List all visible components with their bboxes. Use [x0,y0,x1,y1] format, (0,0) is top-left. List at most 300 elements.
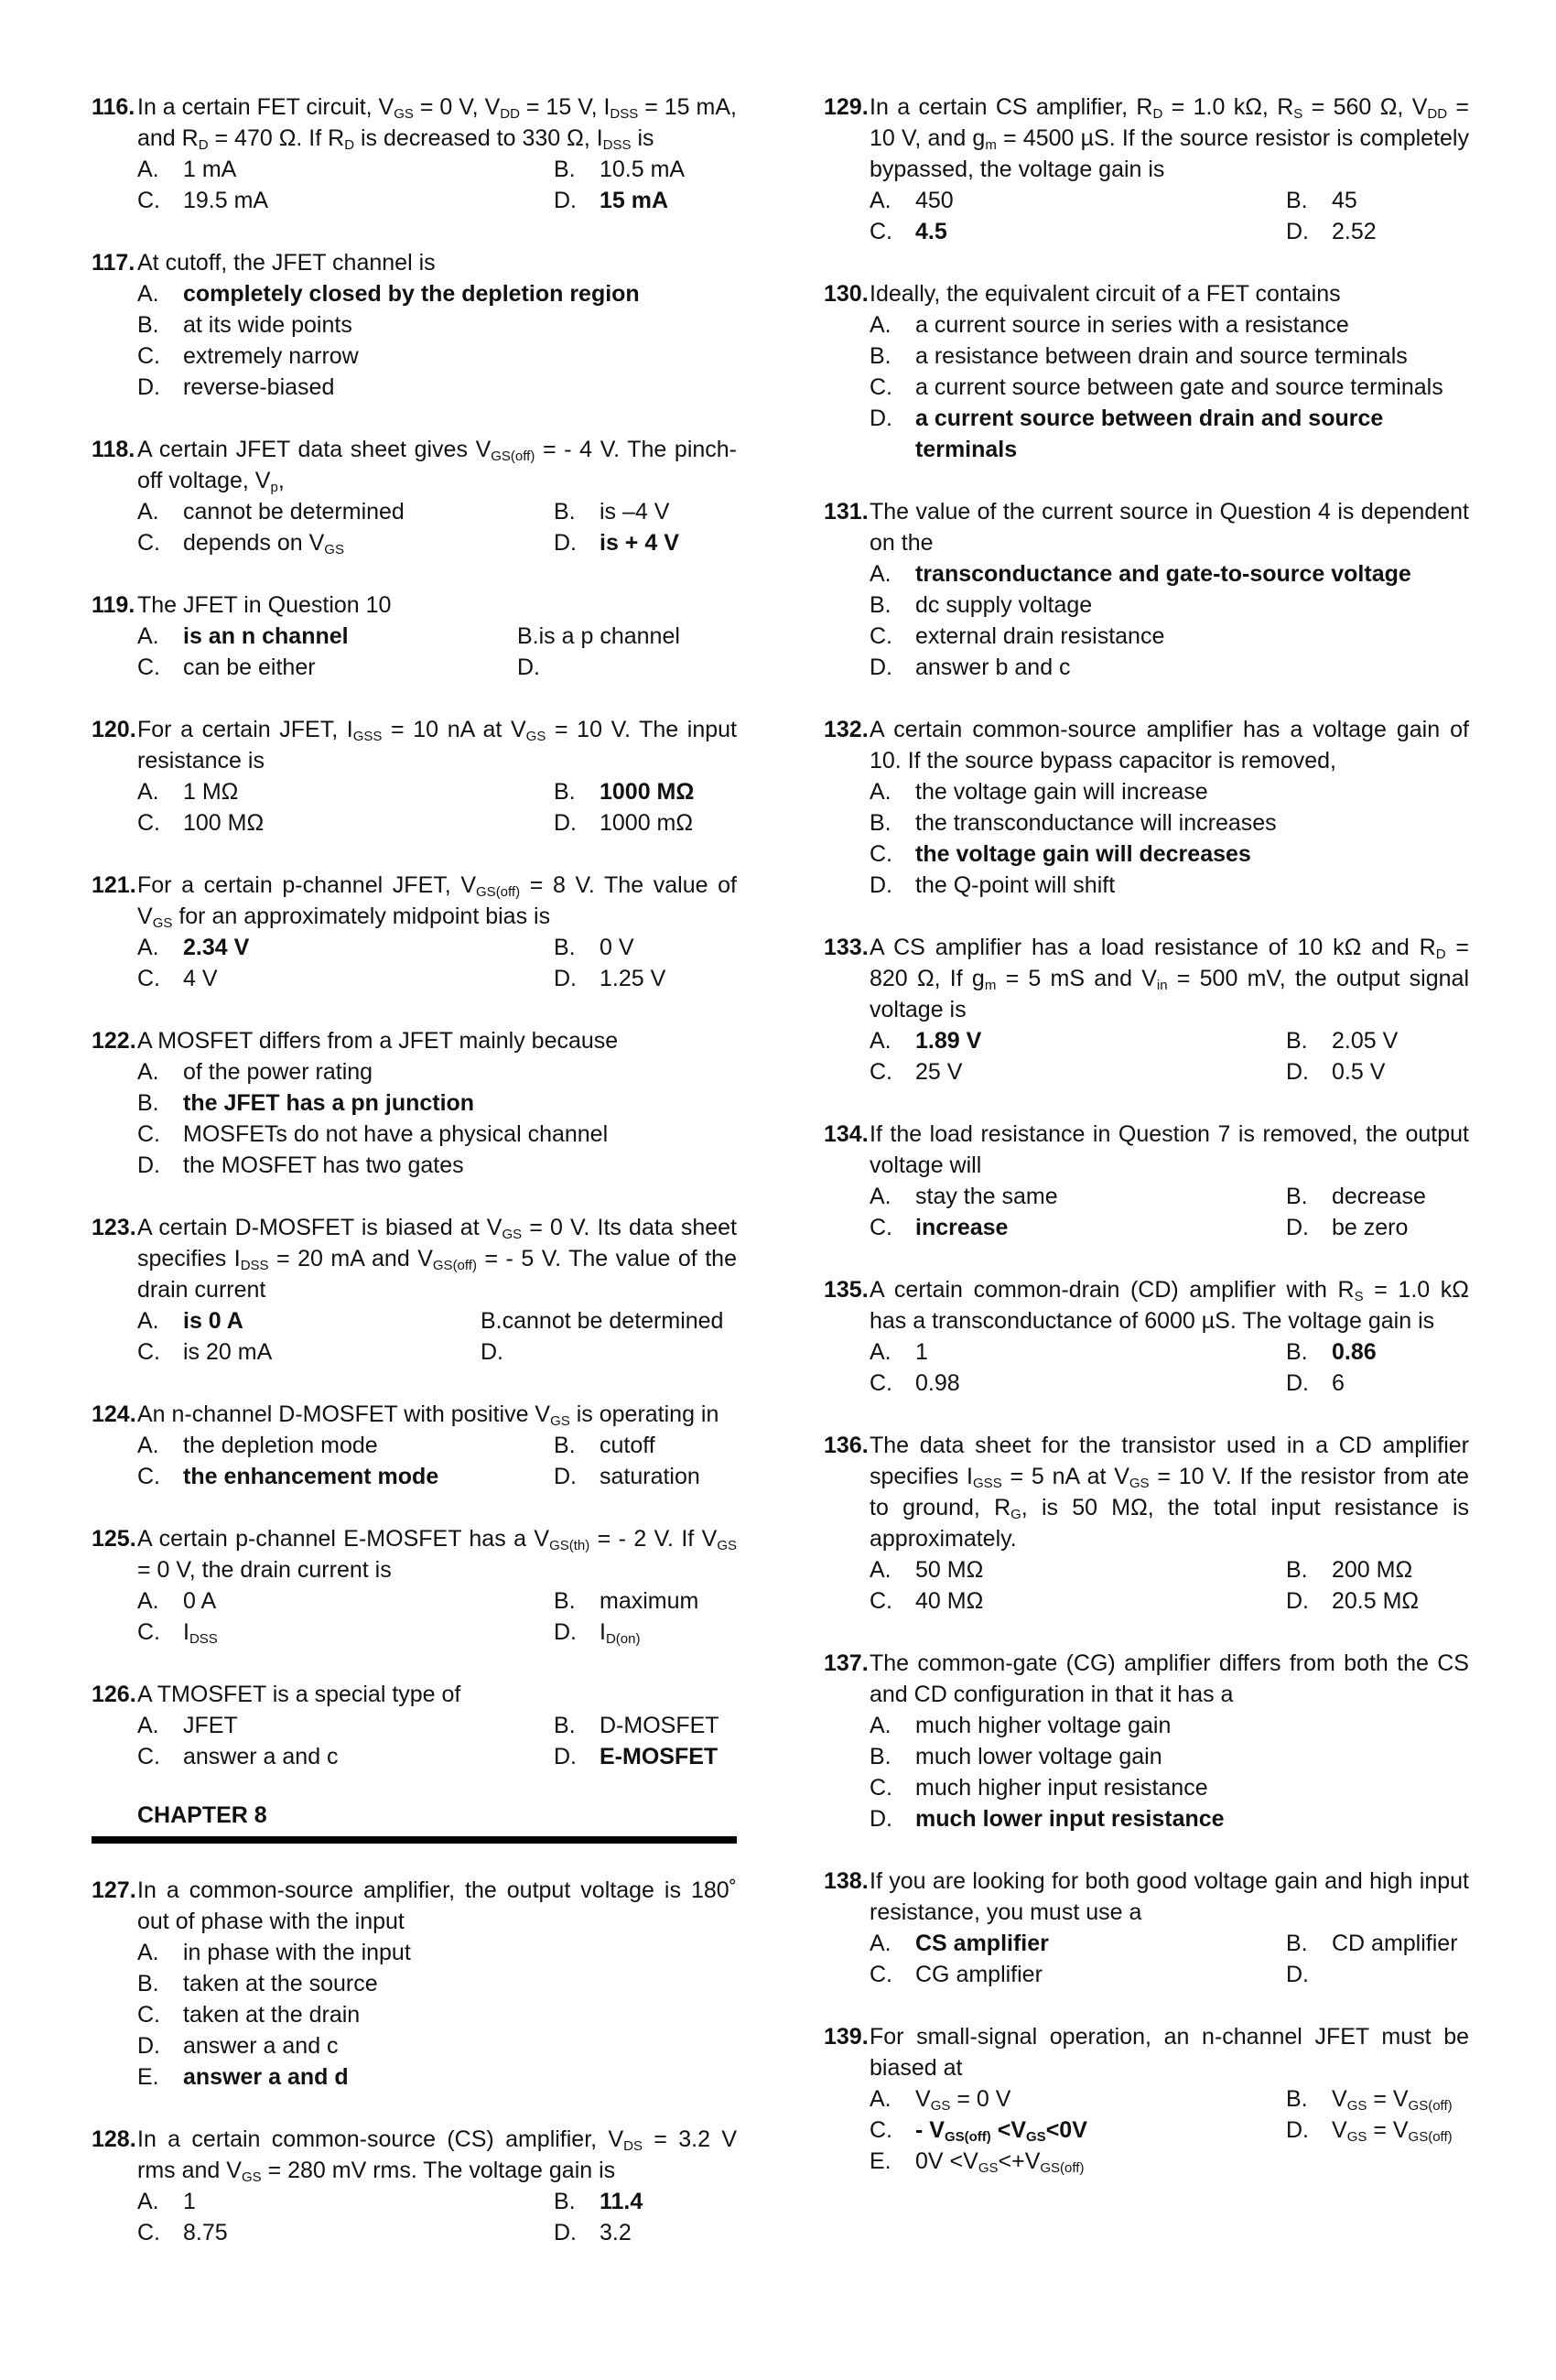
text-segment: 0.86 [1332,1339,1377,1365]
option-row [137,1119,737,1150]
subscript: GS(off) [1408,2129,1453,2145]
question-item [824,1648,1469,1834]
text-segment: extremely narrow [183,343,359,369]
question-stem [824,1119,1469,1181]
option-text [600,776,694,807]
option-letter: D. [870,654,892,680]
answer-option[interactable] [137,1710,554,1741]
answer-option[interactable] [870,185,1286,216]
option-text [915,309,1349,341]
option-text [183,1305,481,1336]
answer-option[interactable] [554,932,634,963]
option-row [870,1710,1469,1741]
answer-option[interactable] [517,652,540,683]
text-segment: = - 5 V. The value of the drain current [137,1246,737,1303]
option-text [915,776,1208,807]
answer-options [137,1305,737,1368]
answer-option[interactable] [137,1056,373,1087]
option-text [183,309,352,341]
answer-option[interactable] [870,372,1443,403]
text-segment: taken at the drain [183,2002,361,2028]
answer-option[interactable] [554,1585,698,1617]
subscript: GSS [973,1476,1002,1491]
option-letter: A. [137,935,159,960]
question-text [870,1430,1469,1554]
option-letter: B. [137,1090,159,1116]
option-row [870,1959,1469,1990]
answer-option[interactable] [1286,1025,1398,1056]
answer-option[interactable] [870,1710,1171,1741]
answer-option[interactable] [870,1585,1286,1617]
option-row [137,1087,737,1119]
option-row [870,216,1469,247]
text-segment: answer a and c [183,2033,339,2059]
answer-option[interactable] [137,372,334,403]
question-stem [92,1523,737,1585]
option-letter: A. [137,1433,159,1458]
answer-options [870,1710,1469,1834]
text-segment: at its wide points [183,312,352,338]
text-segment: = 10 V. If the resistor from ate to ground, R [870,1464,1469,1520]
answer-option[interactable] [1286,1212,1408,1243]
question-item [92,434,737,558]
option-row [870,652,1469,683]
answer-option[interactable] [870,621,1164,652]
answer-option[interactable] [870,558,1411,590]
option-letter: C. [870,374,892,400]
text-segment: 0.98 [915,1370,960,1396]
answer-option[interactable] [137,652,517,683]
text-segment: the MOSFET has two gates [183,1152,464,1178]
question-item [92,1025,737,1181]
option-letter: B. [137,1971,159,1996]
subscript: DS [623,2138,643,2154]
answer-option[interactable] [870,1181,1286,1212]
option-letter: C. [137,1121,160,1147]
answer-option[interactable] [870,1056,1286,1087]
option-letter: B. [870,1744,891,1769]
option-text [183,496,554,527]
option-letter: D. [554,1744,577,1769]
subscript: G [1010,1507,1021,1522]
text-segment: = 280 mV rms. The voltage gain is [261,2158,616,2183]
answer-option[interactable] [554,496,669,527]
answer-option[interactable] [137,1999,360,2030]
question-text [870,2021,1469,2083]
option-letter: B. [554,1588,576,1614]
option-text [183,963,554,994]
answer-options [137,776,737,838]
text-segment: decrease [1332,1184,1426,1209]
subscript: D [198,137,209,153]
option-letter: B. [1286,1339,1308,1365]
answer-option[interactable] [870,1741,1162,1772]
answer-option[interactable] [554,1617,640,1648]
option-row [137,341,737,372]
answer-options [137,932,737,994]
text-segment: the enhancement mode [183,1464,439,1489]
answer-option[interactable] [1286,1181,1426,1212]
text-segment: depends on V [183,530,325,556]
option-text [915,1212,1286,1243]
subscript: GS [717,1538,737,1553]
text-segment: 450 [915,188,954,213]
option-letter: A. [137,1940,159,1965]
question-text [137,870,737,932]
option-text [183,2217,554,2248]
option-letter: C. [870,219,892,244]
question-item [92,714,737,838]
option-text [183,341,359,372]
answer-options [870,185,1469,247]
question-text [870,278,1469,309]
answer-option[interactable] [1286,185,1357,216]
answer-option[interactable] [870,1336,1286,1368]
text-segment: 40 MΩ [915,1588,984,1614]
text-segment: 1 [915,1339,928,1365]
answer-option[interactable] [137,496,554,527]
answer-option[interactable] [554,1430,655,1461]
option-letter: A. [870,779,891,805]
answer-option[interactable] [137,1150,464,1181]
option-text [915,1959,1286,1990]
option-text [183,1617,554,1648]
text-segment: E-MOSFET [600,1744,719,1769]
question-text [870,1648,1469,1710]
option-text [600,527,679,558]
text-segment: cutoff [600,1433,655,1458]
question-number: 136. [824,1433,869,1458]
option-row [137,963,737,994]
option-letter: D. [870,872,892,898]
answer-option[interactable] [870,807,1277,838]
text-segment: In a certain FET circuit, V [137,94,394,120]
text-segment: external drain resistance [915,623,1165,649]
answer-option[interactable] [554,1710,719,1741]
option-letter: C. [870,1370,892,1396]
answer-option[interactable] [137,776,554,807]
question-item [824,714,1469,901]
answer-option[interactable] [137,2217,554,2248]
option-text [183,154,554,185]
option-row [137,185,737,216]
answer-option[interactable] [137,1617,554,1648]
option-row [870,1368,1469,1399]
option-row [137,527,737,558]
answer-option[interactable] [137,1461,554,1492]
answer-option[interactable] [137,1937,411,1968]
answer-option[interactable] [137,1741,554,1772]
answer-option[interactable] [554,527,679,558]
text-segment: the depletion mode [183,1433,378,1458]
answer-option[interactable] [137,309,352,341]
option-row [137,932,737,963]
option-text [600,1585,698,1617]
option-text [915,1803,1225,1834]
option-row [870,1554,1469,1585]
answer-option[interactable] [137,341,359,372]
question-number: 127. [92,1877,136,1903]
option-row [870,1025,1469,1056]
answer-option[interactable] [137,1430,554,1461]
text-segment: In a certain CS amplifier, R [870,94,1153,120]
text-segment: much lower input resistance [915,1806,1225,1832]
subscript: GS(off) [432,1258,477,1273]
option-row [137,372,737,403]
answer-option[interactable] [137,154,554,185]
text-segment: The data sheet for the transistor used in a CD amplifier specifies I [870,1433,1469,1489]
answer-option[interactable] [1286,1959,1332,1990]
option-letter: A. [137,157,159,182]
question-item [92,2124,737,2248]
option-row [137,1336,737,1368]
text-segment: 6 [1332,1370,1345,1396]
option-row [870,838,1469,870]
option-text [915,2146,1084,2177]
answer-option[interactable] [554,776,694,807]
answer-option[interactable] [481,1305,723,1336]
question-item [824,932,1469,1087]
answer-option[interactable] [870,1025,1286,1056]
option-text [915,1056,1286,1087]
question-text [137,590,737,621]
text-segment: answer b and c [915,654,1071,680]
text-segment: = 0 V, the drain current is [137,1557,392,1583]
option-text [600,2186,643,2217]
option-text [183,372,334,403]
subscript: D [1435,947,1446,962]
answer-option[interactable] [137,621,517,652]
text-segment: 19.5 mA [183,188,269,213]
text-segment: the voltage gain will increase [915,779,1208,805]
option-letter: C. [137,1619,160,1645]
question-number: 124. [92,1401,136,1427]
option-text [915,1181,1286,1212]
answer-options [137,1585,737,1648]
answer-option[interactable] [870,870,1115,901]
option-text [183,2186,554,2217]
answer-option[interactable] [554,1461,700,1492]
text-segment: 2.05 V [1332,1028,1399,1054]
option-letter: C. [870,1588,892,1614]
answer-option[interactable] [1286,1585,1419,1617]
answer-option[interactable] [137,2061,349,2093]
option-text [600,2217,632,2248]
answer-option[interactable] [870,776,1208,807]
question-text [870,1274,1469,1336]
answer-option[interactable] [137,1119,608,1150]
text-segment: 200 MΩ [1332,1557,1413,1583]
text-segment: A MOSFET differs from a JFET mainly because [137,1028,619,1054]
answer-option[interactable] [1286,2083,1453,2115]
text-segment: 1 mA [183,157,237,182]
answer-option[interactable] [137,1305,481,1336]
option-row [137,154,737,185]
question-item [824,1274,1469,1399]
answer-option[interactable] [870,1803,1225,1834]
subscript: GS(off) [476,884,521,900]
text-segment: is operating in [569,1401,719,1427]
answer-option[interactable] [137,185,554,216]
answer-option[interactable] [870,216,1286,247]
text-segment: The common-gate (CG) amplifier differs from both the CS and CD configuration in that it has a [870,1650,1469,1707]
answer-option[interactable] [137,278,640,309]
answer-option[interactable] [870,1554,1286,1585]
answer-option[interactable] [870,1772,1208,1803]
question-text [137,1875,737,1937]
option-text [915,1368,1286,1399]
answer-options [137,1430,737,1492]
subscript: GS(off) [491,449,535,464]
answer-option[interactable] [137,932,554,963]
answer-option[interactable] [1286,1368,1345,1399]
text-segment: maximum [600,1588,699,1614]
answer-option[interactable] [870,1959,1286,1990]
answer-options [870,1928,1469,1990]
text-segment: 2.34 V [183,935,250,960]
option-letter: D. [137,1152,160,1178]
text-segment: = 820 Ω, If g [870,935,1469,991]
answer-option[interactable] [554,185,668,216]
answer-option[interactable] [554,807,693,838]
option-letter: D. [1286,2117,1309,2143]
option-row [870,2146,1469,2177]
question-stem [824,1274,1469,1336]
answer-option[interactable] [1286,1336,1377,1368]
question-text [870,92,1469,185]
subscript: GS [930,2098,951,2114]
question-number: 135. [824,1277,869,1303]
answer-option[interactable] [554,963,665,994]
option-letter: D. [1286,1215,1309,1240]
option-letter: C. [137,530,160,556]
option-text [1332,1025,1398,1056]
answer-option[interactable] [870,2115,1286,2146]
text-segment: can be either [183,654,316,680]
text-segment: - V [915,2117,945,2143]
answer-option[interactable] [870,2146,1084,2177]
option-row [137,1999,737,2030]
question-stem [824,278,1469,309]
answer-option[interactable] [554,1741,718,1772]
answer-option[interactable] [517,621,680,652]
option-letter: A. [137,779,159,805]
question-stem [824,932,1469,1025]
text-segment: MOSFETs do not have a physical channel [183,1121,609,1147]
text-segment: the Q-point will shift [915,872,1116,898]
option-text [915,403,1469,465]
answer-option[interactable] [137,1968,378,1999]
question-number: 122. [92,1028,136,1054]
answer-option[interactable] [137,527,554,558]
answer-option[interactable] [870,1212,1286,1243]
answer-option[interactable] [1286,2115,1453,2146]
answer-option[interactable] [870,309,1349,341]
text-segment: is an n channel [183,623,349,649]
text-segment: a current source between drain and source terminals [915,406,1384,462]
text-segment: A CS amplifier has a load resistance of 10 kΩ and R [870,935,1436,960]
text-segment: 4 V [183,966,218,991]
answer-option[interactable] [870,590,1092,621]
text-segment: is decreased to 330 Ω, I [354,125,603,151]
answer-option[interactable] [554,2217,632,2248]
answer-options [870,2083,1469,2177]
answer-options [137,496,737,558]
text-segment: If the load resistance in Question 7 is removed, the output voltage will [870,1121,1469,1178]
text-segment: A certain JFET data sheet gives V [137,437,492,462]
option-row [137,2061,737,2093]
option-row [870,1741,1469,1772]
question-stem [824,1866,1469,1928]
text-segment: answer a and c [183,1744,339,1769]
answer-option[interactable] [870,1368,1286,1399]
option-text [1332,1212,1408,1243]
option-text [183,652,517,683]
text-segment: cannot be determined [502,1308,724,1334]
option-row [870,1336,1469,1368]
answer-option[interactable] [870,838,1251,870]
answer-option[interactable] [481,1336,503,1368]
answer-option[interactable] [137,1336,481,1368]
option-row [870,309,1469,341]
answer-options [870,309,1469,465]
option-text [1332,2115,1453,2146]
question-stem [824,92,1469,185]
option-letter: A. [870,1339,891,1365]
answer-option[interactable] [137,807,554,838]
answer-option[interactable] [870,2083,1286,2115]
option-letter: D. [1286,219,1309,244]
answer-option[interactable] [1286,1928,1458,1959]
text-segment: A certain D-MOSFET is biased at V [137,1215,502,1240]
option-text [183,1461,554,1492]
answer-option[interactable] [870,1928,1286,1959]
option-text [1332,1554,1412,1585]
option-letter: B. [554,157,576,182]
question-number: 126. [92,1682,136,1707]
answer-option[interactable] [870,341,1408,372]
answer-option[interactable] [137,2186,554,2217]
answer-option[interactable] [1286,1056,1385,1087]
option-text [600,963,665,994]
subscript: GS [241,2169,262,2185]
answer-option[interactable] [137,1585,554,1617]
text-segment: At cutoff, the JFET channel is [137,250,436,276]
answer-option[interactable] [870,403,1469,465]
question-item [824,92,1469,247]
option-letter: A. [870,188,891,213]
answer-option[interactable] [137,2030,339,2061]
option-letter: B. [1286,1028,1308,1054]
answer-option[interactable] [137,963,554,994]
subscript: DD [1427,106,1448,122]
option-text [600,154,685,185]
option-letter: B. [1286,2086,1308,2112]
text-segment: I [183,1619,189,1645]
text-segment: V [1332,2086,1347,2112]
answer-option[interactable] [554,154,685,185]
answer-option[interactable] [554,2186,643,2217]
option-text [915,372,1443,403]
answer-option[interactable] [870,652,1071,683]
answer-option[interactable] [1286,216,1377,247]
question-text [870,1119,1469,1181]
answer-options [137,2186,737,2248]
option-text [539,621,680,652]
answer-option[interactable] [137,1087,474,1119]
answer-option[interactable] [1286,1554,1412,1585]
subscript: S [1354,1289,1364,1304]
